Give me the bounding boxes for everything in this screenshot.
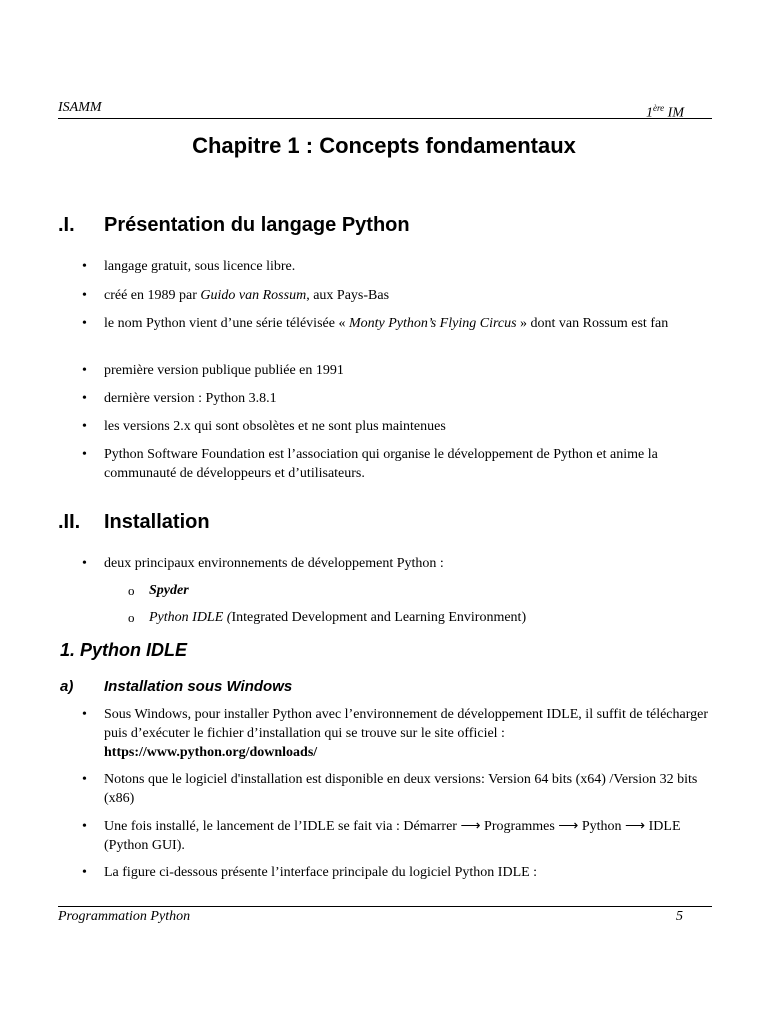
subsubsection-letter: a) — [60, 678, 74, 695]
section1-title: Présentation du langage Python — [104, 214, 410, 236]
sub-bullet-marker: o — [128, 583, 135, 598]
list-item: Une fois installé, le lancement de l’IDLE se fait via : Démarrer ⟶ Programmes ⟶ Python ⟶ IDLE (Python GUI). — [104, 819, 681, 853]
bullet-icon: • — [82, 363, 87, 378]
list-item: deux principaux environnements de développement Python : — [104, 556, 444, 571]
bullet-icon: • — [82, 556, 87, 571]
bullet-icon: • — [82, 288, 87, 303]
subsubsection-title: Installation sous Windows — [104, 678, 293, 695]
section1-number: .I. — [58, 214, 75, 236]
list-item-text: Sous Windows, pour installer Python avec l’environnement de développement IDLE, il suffit de télécharger puis d’exécuter le fichier d’installation qui se trouve sur le site officiel : — [104, 707, 709, 741]
bullet-icon: • — [82, 447, 87, 462]
chapter-title: Chapitre 1 : Concepts fondamentaux — [192, 133, 576, 158]
bullet-icon: • — [82, 316, 87, 331]
list-item: les versions 2.x qui sont obsolètes et ne sont plus maintenues — [104, 419, 446, 434]
header-right-suffix: IM — [664, 105, 684, 121]
sub-list-item — [149, 608, 709, 627]
bullet-icon: • — [82, 865, 87, 880]
bullet-icon: • — [82, 819, 87, 834]
list-item-text: le nom Python vient d’une série télévisée « — [104, 316, 349, 331]
list-item: langage gratuit, sous licence libre. — [104, 259, 296, 274]
sub-list-item-emphasis: Python IDLE ( — [149, 610, 232, 625]
list-item-emphasis: Guido van Rossum — [200, 288, 307, 303]
sub-list-item-emphasis: Spyder — [149, 583, 189, 598]
bullet-icon: • — [82, 419, 87, 434]
header-left: ISAMM — [58, 100, 102, 115]
list-item: Notons que le logiciel d'installation est disponible en deux versions: Version 64 bits (x64) /Version 32 bits (x86) — [104, 772, 698, 806]
footer-left: Programmation Python — [58, 909, 191, 924]
bullet-icon: • — [82, 259, 87, 274]
list-item-emphasis: Monty Python’s Flying Circus — [348, 316, 517, 331]
section2-title: Installation — [104, 511, 210, 533]
bullet-icon: • — [82, 391, 87, 406]
list-item-text: » dont van Rossum est fan — [516, 316, 669, 331]
list-item: première version publique publiée en 1991 — [104, 363, 344, 378]
header-right-sup: ère — [653, 103, 665, 113]
list-item — [104, 314, 709, 333]
header-rule — [58, 118, 712, 119]
sub-list-item — [149, 581, 709, 600]
section2-number: .II. — [58, 511, 81, 533]
sub-bullet-marker: o — [128, 610, 135, 625]
list-item — [104, 705, 709, 762]
list-item: Python Software Foundation est l’association qui organise le développement de Python et anime la communauté de développeurs et d’utilisateurs. — [104, 447, 658, 481]
list-item-text: , aux Pays-Bas — [306, 288, 390, 303]
list-item: dernière version : Python 3.8.1 — [104, 391, 277, 406]
page-number: 5 — [676, 909, 683, 924]
bullet-icon: • — [82, 707, 87, 722]
subsection-title: 1. Python IDLE — [60, 640, 188, 660]
list-item-text: créé en 1989 par — [104, 288, 201, 303]
sub-list-item-text: Integrated Development and Learning Environment) — [231, 610, 527, 625]
footer-rule — [58, 906, 712, 907]
header-right-num: 1 — [646, 105, 653, 121]
bullet-icon: • — [82, 772, 87, 787]
list-item: La figure ci-dessous présente l’interface principale du logiciel Python IDLE : — [104, 865, 538, 880]
download-url: https://www.python.org/downloads/ — [104, 745, 318, 760]
list-item — [104, 286, 709, 305]
